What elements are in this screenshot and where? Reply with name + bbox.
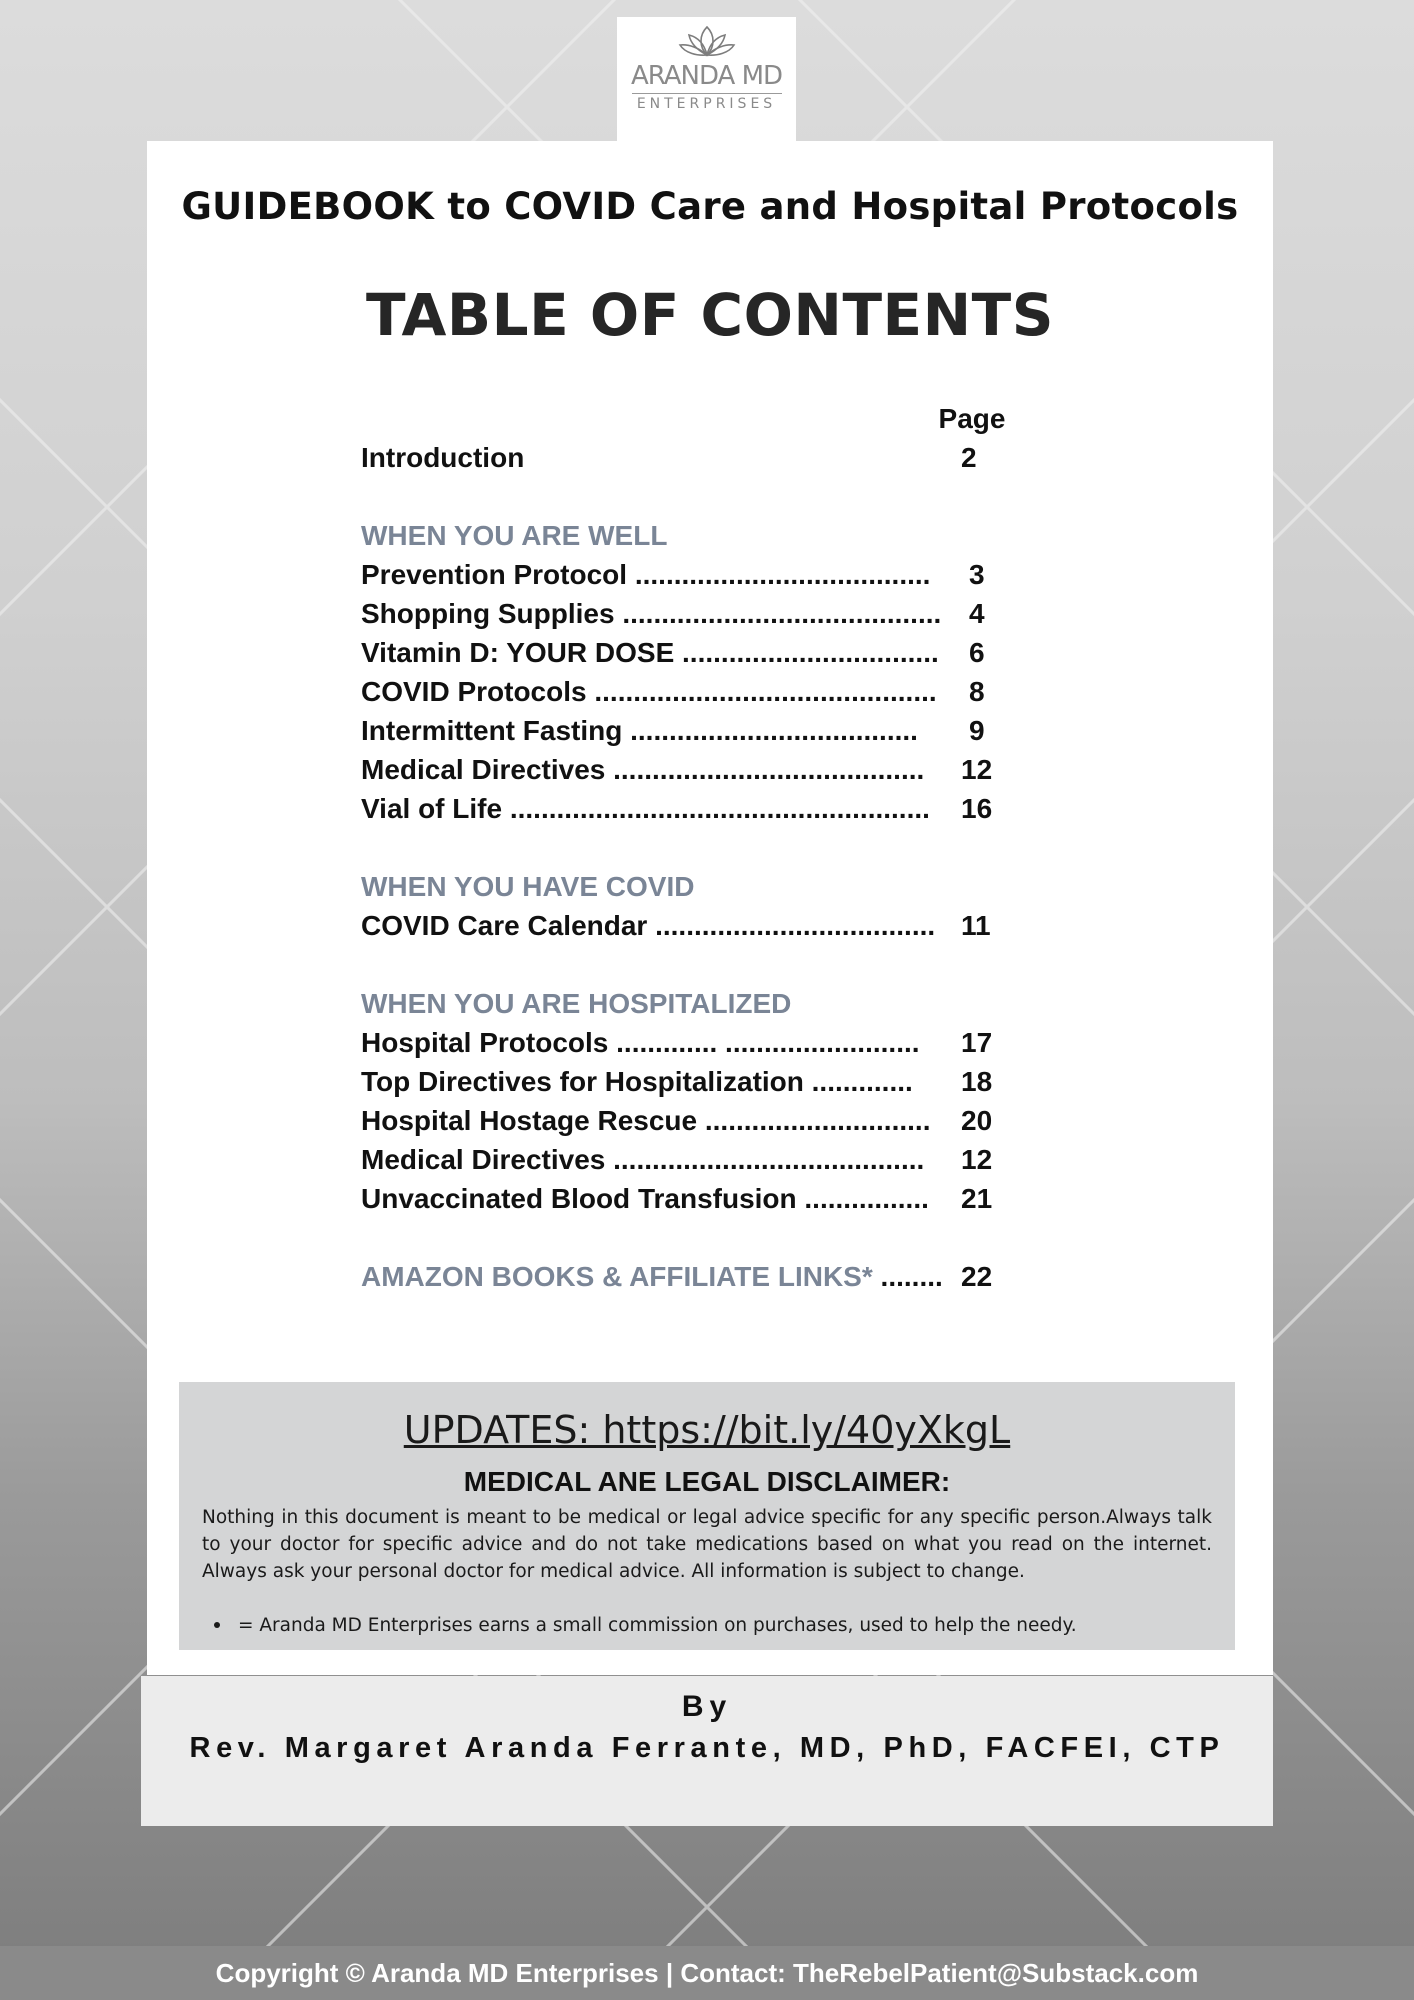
disclaimer-text: Nothing in this document is meant to be medical or legal advice specific for any specific person.Always talk to your doctor for specific advice and do not take medications based on what you read on the internet. Always ask your personal doctor for medical advice. All information is subject to change. [202, 1507, 1212, 1582]
toc-entry-page: 9 [969, 715, 985, 746]
toc-heading: TABLE OF CONTENTS [365, 281, 1055, 349]
logo-name: ARANDA MD [630, 61, 783, 91]
toc-entry-page: 12 [961, 754, 993, 785]
toc-entry-page: 6 [969, 637, 985, 668]
footer-bar [0, 1946, 1414, 2000]
toc-entry-label: Shopping Supplies ......................................... [361, 598, 942, 629]
toc-entry-label: Top Directives for Hospitalization ............. [361, 1066, 913, 1097]
toc-entry-label: COVID Protocols ............................................ [361, 676, 937, 707]
guidebook-title: GUIDEBOOK to COVID Care and Hospital Protocols [181, 185, 1239, 228]
disclaimer-box [179, 1382, 1235, 1650]
section-heading-covid: WHEN YOU HAVE COVID [361, 871, 695, 902]
author-box [141, 1676, 1273, 1826]
toc-entry-page: 8 [969, 676, 985, 707]
logo-divider [632, 93, 782, 94]
company-logo [617, 17, 796, 141]
toc-entry-label: COVID Care Calendar .................................... [361, 910, 936, 941]
lotus-icon [677, 23, 737, 61]
section-heading-hospitalized: WHEN YOU ARE HOSPITALIZED [361, 988, 792, 1019]
toc-entry-page: 11 [961, 910, 991, 941]
toc-entry-page: 4 [969, 598, 985, 629]
toc-entry-page: 16 [961, 793, 993, 824]
toc-entry-label: Introduction [361, 442, 525, 473]
toc-entry-page: 21 [961, 1183, 993, 1214]
toc-entry-page: 3 [969, 559, 985, 590]
disclaimer-title: MEDICAL ANE LEGAL DISCLAIMER: [463, 1466, 951, 1497]
toc-entry-label: Vial of Life ...................................................... [361, 793, 930, 824]
toc-entry-page: 22 [961, 1261, 993, 1292]
toc-entry-label: Vitamin D: YOUR DOSE ................................. [361, 637, 939, 668]
toc-entry-page: 12 [961, 1144, 993, 1175]
footer-copyright: Copyright © Aranda MD Enterprises | Contact: TheRebelPatient@Substack.com [215, 1958, 1199, 1988]
toc-entry-page: 2 [961, 442, 977, 473]
toc-entry-page: 20 [961, 1105, 993, 1136]
page-column-header: Page [938, 403, 1006, 434]
toc-entry-page: 17 [961, 1027, 993, 1058]
logo-subtitle: ENTERPRISES [636, 96, 777, 112]
updates-link[interactable]: UPDATES: https://bit.ly/40yXkgL [403, 1408, 1011, 1452]
toc-entry-dots: ........ [872, 1261, 943, 1292]
toc-entry-label: Medical Directives ........................................ [361, 754, 925, 785]
affiliate-note [202, 1612, 1212, 1639]
toc-entry-label: Hospital Hostage Rescue ............................. [361, 1105, 931, 1136]
by-label: By [681, 1690, 733, 1723]
bullet-icon [214, 1622, 220, 1628]
toc-entry-label: Hospital Protocols ............. ......................... [361, 1027, 920, 1058]
toc-entry-label: Medical Directives ........................................ [361, 1144, 925, 1175]
toc-entry-label: Unvaccinated Blood Transfusion ................ [361, 1183, 929, 1214]
toc-entry-page: 18 [961, 1066, 993, 1097]
toc-entry-label: Intermittent Fasting ..................................... [361, 715, 918, 746]
toc-entry-label: Prevention Protocol ...................................... [361, 559, 931, 590]
section-heading-well: WHEN YOU ARE WELL [361, 520, 668, 551]
affiliate-note-text: = Aranda MD Enterprises earns a small commission on purchases, used to help the needy. [238, 1615, 1077, 1636]
author-name: Rev. Margaret Aranda Ferrante, MD, PhD, FACFEI, CTP [189, 1732, 1225, 1764]
amazon-links-label: AMAZON BOOKS & AFFILIATE LINKS* [361, 1261, 873, 1292]
